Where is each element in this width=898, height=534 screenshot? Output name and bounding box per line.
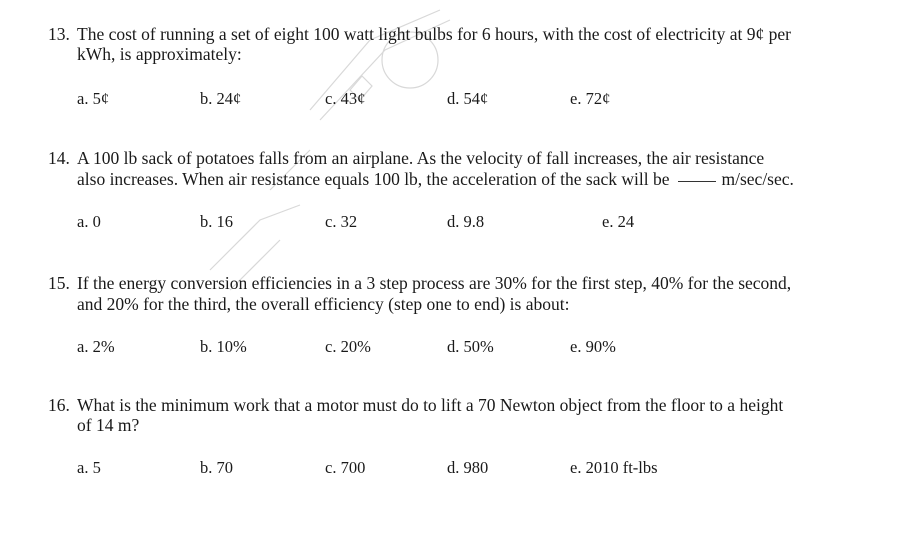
- choice-a[interactable]: a. 5: [77, 458, 101, 477]
- question-number: 14.: [48, 148, 70, 168]
- question-text-line2-before: also increases. When air resistance equals 100 lb, the acceleration of the sack will be: [77, 169, 670, 189]
- choice-a[interactable]: a. 2%: [77, 337, 115, 356]
- choice-e[interactable]: e. 24: [602, 212, 635, 231]
- choice-e[interactable]: e. 2010 ft-lbs: [570, 458, 658, 477]
- question-text-line2: kWh, is approximately:: [77, 44, 242, 64]
- choice-d[interactable]: d. 50%: [447, 337, 494, 356]
- choice-c[interactable]: c. 700: [325, 458, 366, 477]
- choice-c[interactable]: c. 43¢: [325, 89, 366, 108]
- question-number: 16.: [48, 395, 70, 415]
- choice-a[interactable]: a. 0: [77, 212, 101, 231]
- question-text-line2: [77, 169, 794, 190]
- choice-a[interactable]: a. 5¢: [77, 89, 110, 108]
- choice-e[interactable]: e. 72¢: [570, 89, 611, 108]
- choice-b[interactable]: b. 16: [200, 212, 233, 231]
- choice-d[interactable]: d. 54¢: [447, 89, 489, 108]
- question-text-line1: A 100 lb sack of potatoes falls from an airplane. As the velocity of fall increases, the air resistance: [77, 148, 765, 168]
- answer-blank: [678, 181, 716, 182]
- choice-b[interactable]: b. 70: [200, 458, 233, 477]
- choice-c[interactable]: c. 32: [325, 212, 358, 231]
- question-number: 15.: [48, 273, 70, 293]
- choice-e[interactable]: e. 90%: [570, 337, 616, 356]
- question-text-line2-after: m/sec/sec.: [721, 169, 794, 189]
- choice-b[interactable]: b. 10%: [200, 337, 247, 356]
- choice-d[interactable]: d. 980: [447, 458, 489, 477]
- question-text-line2: of 14 m?: [77, 415, 140, 435]
- choice-d[interactable]: d. 9.8: [447, 212, 485, 231]
- question-number: 13.: [48, 24, 70, 44]
- question-text-line1: What is the minimum work that a motor must do to lift a 70 Newton object from the floor to a height: [77, 395, 784, 415]
- choice-c[interactable]: c. 20%: [325, 337, 371, 356]
- question-text-line2: and 20% for the third, the overall efficiency (step one to end) is about:: [77, 294, 570, 314]
- question-text-line1: The cost of running a set of eight 100 watt light bulbs for 6 hours, with the cost of electricity at 9¢ per: [77, 24, 791, 44]
- question-text-line1: If the energy conversion efficiencies in a 3 step process are 30% for the first step, 40% for the second,: [77, 273, 792, 293]
- choice-b[interactable]: b. 24¢: [200, 89, 242, 108]
